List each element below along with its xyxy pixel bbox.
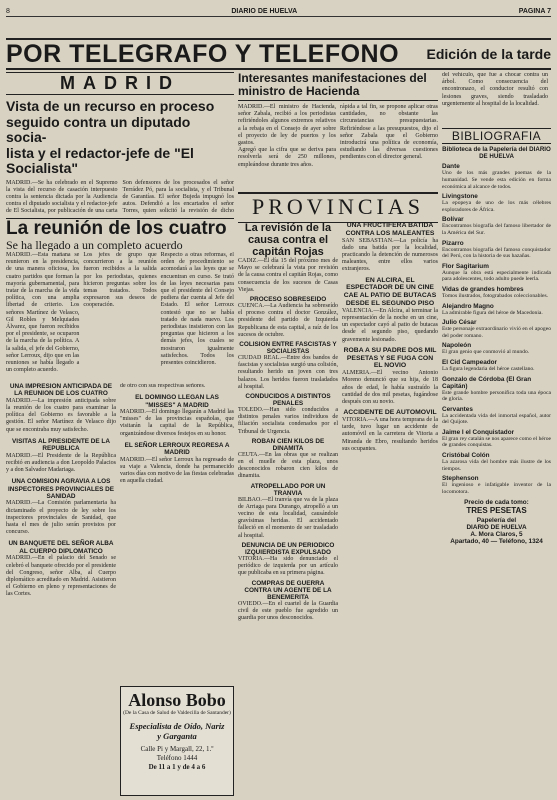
hacienda-headline: Interesantes manifestaciones del ministro de Hacienda: [238, 72, 438, 101]
cuatro-body-3: Respecto a otras reformas, el orden de procedimiento se acomodará a las leyes que se encuentran en curso. Se trató de las leyes necesarias para que el presidente del Consejo pudiera dar cuenta al Jefe del Estado. El señor Lerroux contestó que no se había tratado de nada nuevo. Los periodistas insistieron con las preguntas que hicieron a los demás jefes, los cuales se mostraron igualmente satisfechos. Todos los presentes coincidieron.: [160, 252, 234, 367]
left-news-title: VISITAS AL PRESIDENTE DE LA REPUBLICA: [12, 437, 110, 453]
left-news-item: [6, 438, 116, 474]
rojas-headline: La revisión de la causa contra el capitán Rojas: [244, 222, 332, 258]
prov-text: VITORIA.—A una hora temprana de la tarde, tuvo lugar un accidente de automóvil en la carretera de Vitoria a Miranda de Ebro, resultando heridos sus ocupantes.: [342, 417, 438, 452]
left-news-title: UNA IMPRESION ANTICIPADA DE LA REUNION DE LOS CUATRO: [9, 383, 113, 398]
prov-text: SAN SEBASTIAN.—La policía ha dado una batida por la localidad, practicando la detención de numerosos maleantes, entre ellos varios extranjeros.: [342, 237, 438, 273]
provincias-banner: [238, 192, 438, 223]
madrid-article: [6, 72, 234, 215]
ad-spec-1: Especialista de Oído, Nariz: [129, 720, 225, 731]
cuatro-right-column: [120, 383, 234, 683]
madrid-headline-1: Vista de un recurso en proceso seguido contra un diputado socia-: [6, 98, 215, 145]
bibliografia-item-title: Alejandro Magno: [442, 302, 494, 310]
prov-text: VITORIA.—Ha sido denunciado el periódico de izquierda por un artículo que publicaba en su primera página.: [238, 555, 338, 577]
bibliografia-title: BIBLIOGRAFIA: [442, 128, 551, 144]
lerroux-title: EL SEÑOR LERROUX REGRESA A MADRID: [124, 441, 230, 457]
ad-tag: (De la Casa de Salud de Valdecilla de Santander): [123, 710, 231, 716]
madrid-dateline: MADRID: [6, 72, 234, 95]
prov-text: CUENCA.—La Audiencia ha sobreseído el proceso contra el doctor González, presidente del partido de Izquierda Republicana de esta capital, a raíz de los sucesos de octubre.: [238, 303, 338, 338]
bibliografia-subtitle: Biblioteca de la Papelería del DIARIO DE HUELVA: [442, 146, 551, 161]
prov-subhead: DENUNCIA DE UN PERIODICO IZQUIERDISTA EXPULSADO: [241, 541, 335, 556]
cuatro-body: [6, 252, 234, 380]
bibliografia-item-text: La accidentada vida del inmortal español, autor del Quijote.: [442, 412, 551, 426]
madrid-headline-2: lista y el redactor-jefe de "El Socialista": [6, 144, 194, 176]
left-news-item: [6, 383, 116, 434]
cuatro-body-2: Los jefes de grupo que concurrieron a la reunión fueron recibidos a la salida por los periodistas, quienes hicieron preguntas sobre los temas tratados. Todos expresaron sus deseos de cooperación.: [83, 252, 157, 309]
prov-subhead: ATROPELLADO POR UN TRANVIA: [250, 482, 326, 497]
bibliografia-item-text: La figura legendaria del héroe castellano.: [442, 365, 535, 372]
banner-edition: Edición de la tarde: [426, 46, 551, 62]
hacienda-body-1: MADRID.—El ministro de Hacienda, señor Zabala, recibió a los periodistas refiriéndoles algunos extremos relativos a la rebaja en el Consejo de ayer sobre el proyecto de ley de puertos y los gastos.: [238, 104, 336, 147]
prov-subhead: ROBAN CIEN KILOS DE DINAMITA: [251, 437, 325, 452]
prov-text: CIUDAD REAL.—Entre dos bandos de fascistas y socialistas surgió una colisión, resultando herido un joven con tres balazos. Los heridos fueron trasladados al hospital.: [238, 355, 338, 390]
prov-subhead: EN ALCIRA, EL ESPECTADOR DE UN CINE CAE AL PATIO DE BUTACAS DESDE EL SEGUNDO PISO: [343, 276, 437, 307]
bibliografia-item-title: Cervantes: [442, 405, 473, 413]
left-news-text: MADRID.—La Comisión parlamentaria ha dictaminado el proyecto de ley sobre los inspectores provinciales de Sanidad, que hasta el mes de julio serán provistos por concurso.: [6, 500, 116, 536]
hacienda-article: [238, 72, 438, 190]
bibliografia-item-text: La admirable figura del héroe de Macedonia.: [442, 309, 543, 316]
bibliografia-item-text: El gran genio que conmovió al mundo.: [442, 349, 530, 356]
prov-subhead: PROCESO SOBRESEIDO: [249, 296, 327, 304]
bibliografia-item-text: Encontramos biografía del famoso libertador de la América del Sur.: [442, 223, 551, 236]
prov-text: VALENCIA.—En Alcira, al terminar la representación de la noche en un cine, un espectador cayó al patio de butacas desde el segundo piso, quedando gravemente lesionado.: [342, 307, 438, 343]
bibliografia-item-text: Aunque la obra está especialmente indicada para adolescentes, todo adulto puede leerla.: [442, 269, 551, 283]
left-news-title: UNA COMISION AGRAVIA A LOS INSPECTORES PROVINCIALES DE SANIDAD: [7, 478, 115, 501]
ad-hours: De 11 a 1 y de 4 a 6: [148, 762, 206, 771]
hacienda-body-3: rápida a tal fin, se propone aplicar otras cantidades, no obstante las circunstancias presupuestarias. Refiriéndose a las presupuestos, dijo el señor Zabala que el Gobierno introducirá una política de economía, estudiando las diversas cuestiones pendientes con el director general.: [340, 104, 438, 161]
bibliografia-item-text: La epopeya de uno de los más célebres exploradores de África.: [442, 200, 551, 213]
prov-text: OVIEDO.—En el cuartel de la Guardia civil de este pueblo fue agredido un guardia por unos desconocidos.: [238, 600, 338, 621]
footer-line-4: Apartado, 40 — Teléfono, 1324: [450, 538, 543, 546]
bibliografia-item-text: Este grande hombre personifica toda una época de gloria.: [442, 389, 551, 403]
left-news-text: MADRID.—El Presidente de la República recibió en audiencia a don Leopoldo Palacios y a don Salvador Madariaga.: [6, 452, 116, 474]
left-news-item: [6, 540, 116, 598]
bibliografia-item-title: Flor Sagitarium: [442, 262, 489, 270]
misses-text: MADRID.—El domingo llegarán a Madrid las "misses" de las provincias españolas, que visitarán la capital de la República, organizándose diversos festejos en su honor.: [120, 409, 234, 437]
bibliografia-list: [442, 163, 551, 495]
prov-subhead: COLISION ENTRE FASCISTAS Y SOCIALISTAS: [239, 341, 337, 356]
prov-text: ALMERIA.—El vecino Antonio Moreno denunció que su hija, de 18 años de edad, le había sustraído la cantidad de dos mil pesetas, fugándose después con su novio.: [342, 370, 438, 406]
prov-subhead: ACCIDENTE DE AUTOMOVIL: [343, 409, 437, 417]
bibliografia-item-title: Cristóbal Colón: [442, 452, 490, 460]
madrid-body-right: Son defensores de los procesados el señor Terrádez Pó, para la socialista, y el Tribunal de Garantías. El señor Bujeda impugnó los autos. Defendió a los encartados el señor Torres, quien solicitó la revisión de dicho: [122, 179, 234, 215]
header-page-number: PAGINA 7: [518, 7, 551, 15]
bibliografia-item-title: Vidas de grandes hombres: [442, 285, 524, 293]
header-left-number: 8: [6, 7, 10, 15]
cuatro-right-text-top: de otro con sus respectivas señores.: [120, 383, 206, 389]
cuatro-headline: La reunión de los cuatro: [6, 218, 227, 239]
bibliografia-item-title: Livingstone: [442, 193, 478, 201]
ad-spec-2: y Garganta: [157, 730, 197, 741]
bibliografia-item-text: La azarosa vida del hombre más ilustre de los tiempos.: [442, 459, 551, 472]
left-news-column: [6, 383, 116, 795]
left-news-text: MADRID.—La impresión anticipada sobre la reunión de los cuatro para examinar la política del Gobierno es favorable a la gestión. El señor Martínez de Velasco dijo que se encontraba muy satisfecho.: [6, 397, 116, 433]
bibliografia-item-title: Jaime I el Conquistador: [442, 428, 515, 436]
cuatro-subhead: Se ha llegado a un completo acuerdo: [6, 238, 183, 251]
cuatro-body-1: MADRID.—Esta mañana se reunieron en la presidencia, de una manera oficiosa, los cuatro partidos que forman la mayoría gubernamental, para tratar de la marcha de la vida política, con una amplia libertad de criterio. Los señores Martínez de Velasco, Gil Robles y Melquiades Álvarez, que fueron recibidos por el presidente, se ocuparon de la marcha de la política. A la salida, el jefe del Gobierno, señor Lerroux, dijo que en las reuniones se había llegado a un completo acuerdo.: [6, 252, 80, 374]
header-paper-name: DIARIO DE HUELVA: [231, 7, 298, 15]
bibliografia-item-title: Julio César: [442, 319, 477, 327]
bibliografia-item-text: El ingenioso e infatigable inventor de la locomotora.: [442, 482, 551, 495]
lerroux-text: MADRID.—El señor Lerroux ha regresado de su viaje a Valencia, donde ha permanecido varios días con motivo de las fiestas celebradas en aquella ciudad.: [120, 456, 234, 485]
section-banner: [6, 38, 551, 70]
bibliografia-column: [442, 128, 551, 794]
left-news-item: [6, 478, 116, 536]
hacienda-body-2: Agregó que la cifra que se deriva para resolverla será de 250 millones, empleándose durante tres años.: [238, 147, 336, 168]
price-label: Precio de cada tomo:: [464, 499, 529, 507]
prov-subhead: ROBA A SU PADRE DOS MIL PESETAS Y SE FUGA CON EL NOVIO: [343, 346, 437, 370]
footer-line-2: DIARIO DE HUELVA: [466, 524, 527, 532]
prov-text: TOLEDO.—Han sido conducidos a distintos penales varios individuos de filiación socialista condenados por el Tribunal de Urgencia.: [238, 407, 338, 435]
bibliografia-item-title: Bolívar: [442, 216, 464, 224]
banner-title: POR TELEGRAFO Y TELEFONO: [6, 39, 400, 68]
left-news-text: MADRID.—En el palacio del Senado se celebró el banquete ofrecido por el presidente del Congreso, señor Alba, al Cuerpo diplomático acreditado en Madrid. Asistieron el Gobierno en pleno y representaciones de las Cortes.: [6, 555, 116, 598]
price-value: TRES PESETAS: [466, 506, 527, 516]
rojas-text: CADIZ.—El día 15 del próximo mes de Mayo se celebrará la vista por revisión de la causa contra el capitán Rojas, como consecuencia de los sucesos de Casas Viejas.: [238, 258, 338, 293]
bibliografia-item-title: Dante: [442, 163, 460, 171]
cuatro-header: [6, 218, 234, 251]
provincias-col-2: [342, 222, 438, 794]
misses-title: EL DOMINGO LLEGAN LAS "MISSES" A MADRID: [135, 394, 219, 409]
provincias-title: PROVINCIAS: [251, 194, 425, 219]
left-news-title: UN BANQUETE DEL SEÑOR ALBA AL CUERPO DIPLOMATICO: [8, 540, 114, 555]
bibliografia-item-text: Este personaje extraordinario vivió en el apogeo del poder romano.: [442, 326, 551, 339]
prov-subhead: CONDUCIDOS A DISTINTOS PENALES: [245, 393, 331, 408]
bibliografia-item-text: Encontramos biografía del famoso conquistador del Perú, con la historia de sus hazañas.: [442, 246, 551, 260]
prov-text: BILBAO.—El tranvía que va de la plaza de Arriaga para Durango, atropelló a un vecino de esta localidad, causándole gravísimas heridas. El accidentado falleció en el momento de ser trasladado al hospital.: [238, 496, 338, 539]
bibliografia-item-title: Gonzalo de Córdoba (El Gran Capitán): [442, 375, 532, 390]
bibliografia-item-text: Uno de los más grandes poemas de la humanidad. Se vende esta edición en forma económica al alcance de todos.: [442, 170, 551, 190]
provincias-col-1: [238, 222, 338, 794]
bibliografia-item-title: Stephenson: [442, 475, 479, 483]
footer-line-1: Papelería del: [476, 517, 517, 525]
madrid-body-left: MADRID.—Se ha celebrado en el Supremo la vista del recurso de casación interpuesto contra la sentencia dictada por la Audiencia contra el diputado socialista y el redactor-jefe de El Socialista, por publicación de una carta: [6, 179, 118, 215]
bibliografia-item-text: Tomos ilustrados, fotograbados coleccionables.: [442, 292, 549, 299]
ad-phone: Teléfono 1444: [156, 753, 198, 762]
bibliografia-item-title: Pizarro: [442, 239, 464, 247]
ad-address: Calle Pi y Margall, 22, 1.º: [140, 744, 214, 753]
ad-name: Alonso Bobo: [128, 690, 226, 710]
page-header: [6, 6, 551, 17]
bibliografia-item-title: El Cid Campeador: [442, 358, 498, 366]
prov-subhead: UNA FRUCTIFERA BATIDA CONTRA LOS MALEANTES: [345, 222, 435, 237]
prov-subhead: COMPRAS DE GUERRA CONTRA UN AGENTE DE LA BENEMERITA: [244, 579, 332, 601]
ad-alonso-bobo: [120, 686, 234, 796]
bibliografia-item-text: El gran rey catalán se nos aparece como el héroe de grandes conquistas.: [442, 435, 551, 449]
prov-text: CEUTA.—En las obras que se realizan en el muelle de esta plaza, unos desconocidos robaron cien kilos de dinamita.: [238, 451, 338, 480]
footer-line-3: A. Mora Claros, 5: [470, 531, 523, 539]
bibliografia-item-title: Napoleón: [442, 342, 472, 350]
hacienda-continued: del vehículo, que fue a chocar contra un árbol. Como consecuencia del encontronazo, el conductor resultó con lesiones graves, siendo trasladado urgentemente al hospital de la localidad.: [442, 72, 548, 107]
